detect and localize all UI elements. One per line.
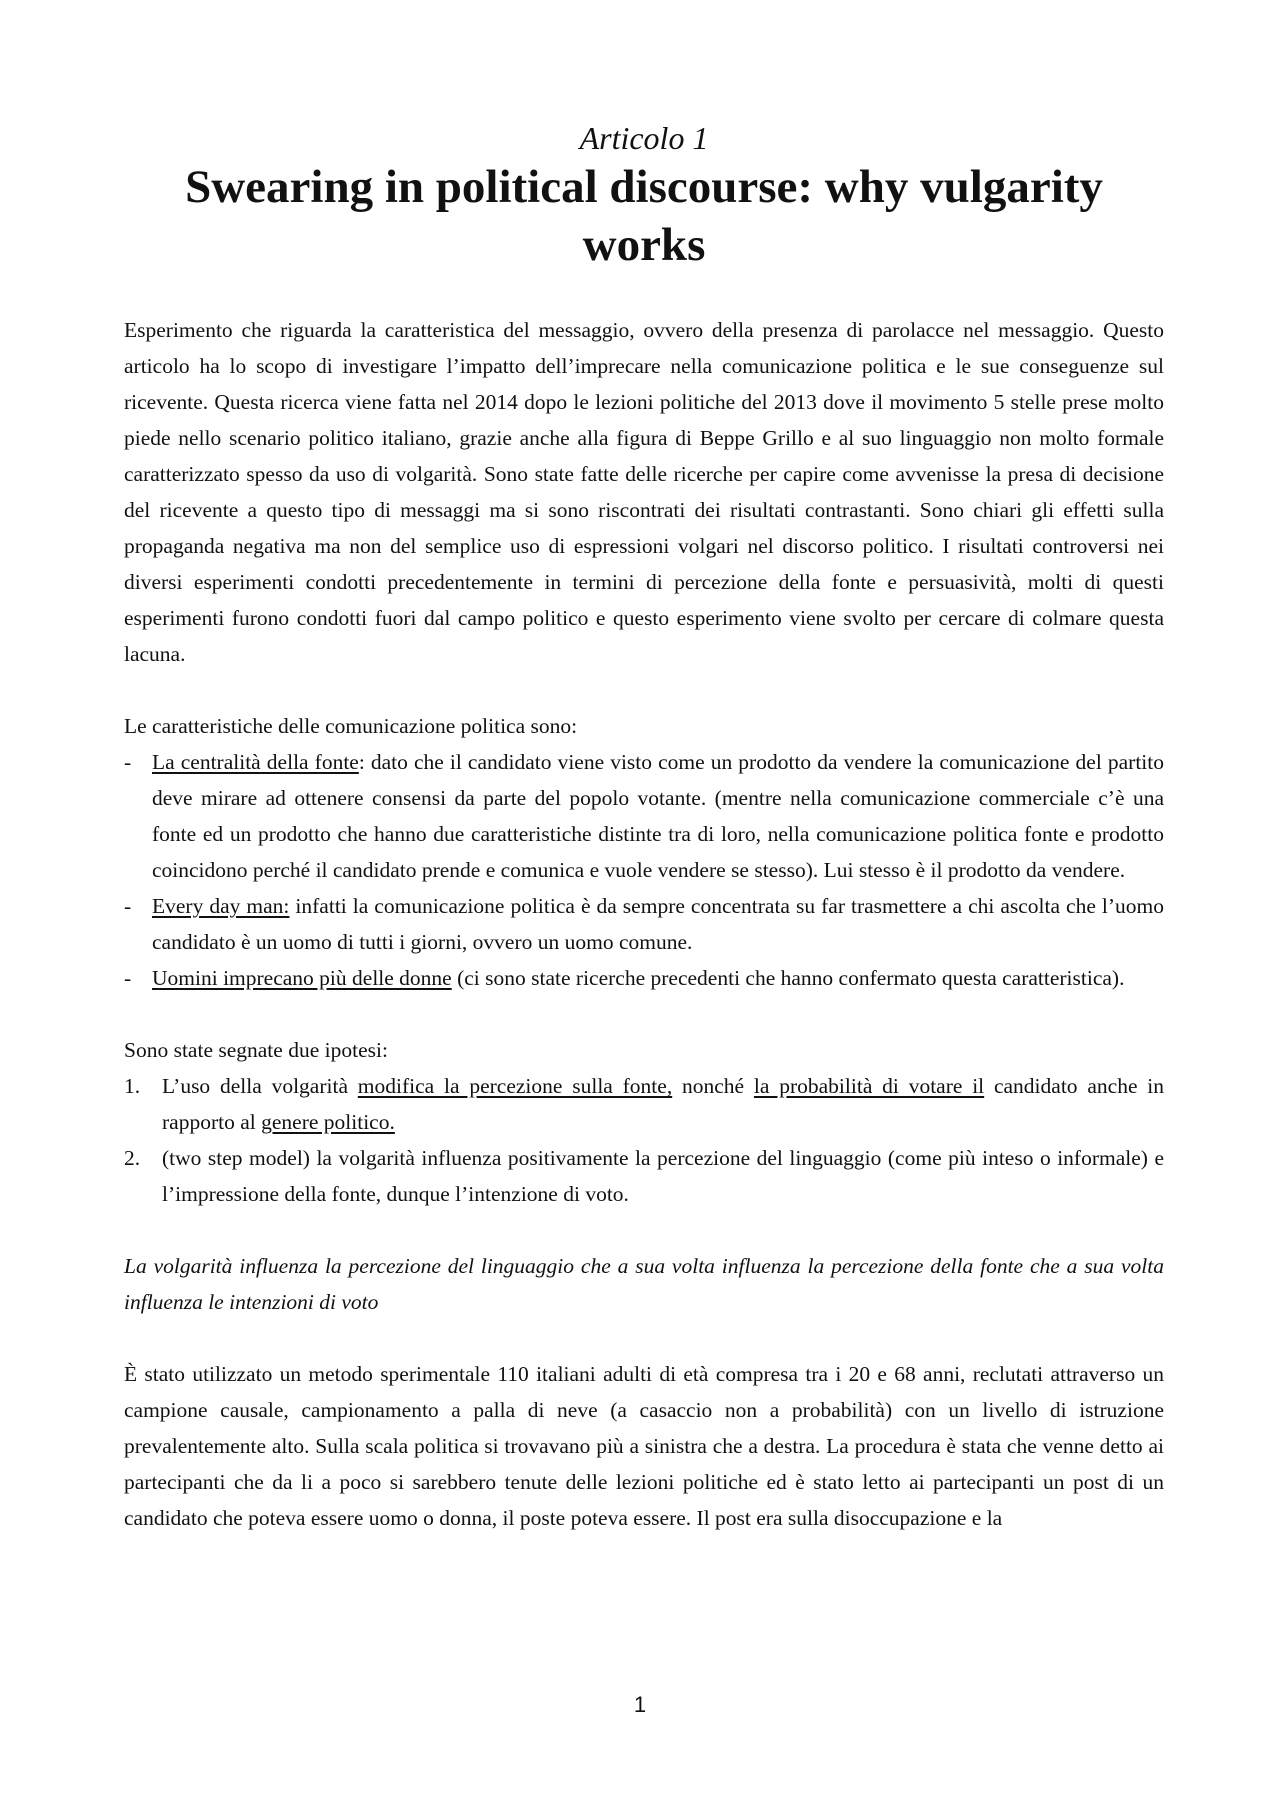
- item-text: : dato che il candidato viene visto come un prodotto da vendere la comunicazione del partito deve mirare ad ottenere consensi da parte del popolo votante. (mentre nella comunicazione commerciale c’è una fonte ed un prodotto che hanno due caratteristiche distinte tra di loro, nella comunicazione politica fonte e prodotto coincidono perché il candidato prende e comunica e vuole vendere se stesso). Lui stesso è il prodotto da vendere.: [152, 750, 1164, 882]
- list-marker: -: [124, 966, 132, 990]
- page-number: 1: [633, 1692, 647, 1717]
- term-underlined: La centralità della fonte: [152, 750, 359, 774]
- underlined-phrase: genere politico.: [261, 1110, 395, 1134]
- document-page: [124, 118, 1164, 1536]
- list-marker: -: [124, 750, 132, 774]
- item-text: (two step model) la volgarità influenza positivamente la percezione del linguaggio (come più inteso o informale) e l’impressione della fonte, dunque l’intenzione di voto.: [162, 1146, 1164, 1206]
- item-text: L’uso della volgarità: [162, 1074, 358, 1098]
- item-text: infatti la comunicazione politica è da sempre concentrata su far trasmettere a chi ascolta che l’uomo candidato è un uomo di tutti i giorni, ovvero un uomo comune.: [152, 894, 1165, 954]
- hypotheses-list: [124, 1068, 1164, 1212]
- hypotheses-heading: Sono state segnate due ipotesi:: [124, 1038, 388, 1062]
- list-item: [124, 744, 1164, 888]
- underlined-phrase: la probabilità di votare il: [753, 1074, 985, 1098]
- italic-summary: La volgarità influenza la percezione del linguaggio che a sua volta influenza la percezione della fonte che a sua volta influenza le intenzioni di voto: [124, 1254, 1164, 1314]
- term-underlined: Every day man:: [152, 894, 290, 918]
- item-text: (ci sono state ricerche precedenti che hanno confermato questa caratteristica).: [451, 966, 1125, 990]
- characteristics-heading: Le caratteristiche delle comunicazione politica sono:: [124, 714, 578, 738]
- intro-paragraph: Esperimento che riguarda la caratteristica del messaggio, ovvero della presenza di parolacce nel messaggio. Questo articolo ha lo scopo di investigare l’impatto dell’imprecare nella comunicazione politica e le sue conseguenze sul ricevente. Questa ricerca viene fatta nel 2014 dopo le lezioni politiche del 2013 dove il movimento 5 stelle prese molto piede nello scenario politico italiano, grazie anche alla figura di Beppe Grillo e al suo linguaggio non molto formale caratterizzato spesso da uso di volgarità. Sono state fatte delle ricerche per capire come avvenisse la presa di decisione del ricevente a questo tipo di messaggi ma si sono riscontrati dei risultati contrastanti. Sono chiari gli effetti sulla propaganda negativa ma non del semplice uso di espressioni volgari nel discorso politico. I risultati controversi nei diversi esperimenti condotti precedentemente in termini di percezione della fonte e persuasività, molti di questi esperimenti furono condotti fuori dal campo politico e questo esperimento viene svolto per cercare di colmare questa lacuna.: [124, 318, 1164, 666]
- list-marker: 2.: [124, 1146, 141, 1170]
- list-marker: 1.: [124, 1074, 141, 1098]
- list-item: [124, 1140, 1164, 1212]
- term-underlined: Uomini imprecano più delle donne: [152, 966, 452, 990]
- list-item: [124, 888, 1164, 960]
- underlined-phrase: modifica la percezione sulla fonte,: [357, 1074, 673, 1098]
- item-text: candidato anche in rapporto al: [162, 1074, 1165, 1134]
- list-item: [124, 960, 1164, 996]
- characteristics-list: [124, 744, 1164, 996]
- item-text: nonché: [672, 1074, 754, 1098]
- method-paragraph: È stato utilizzato un metodo sperimentale 110 italiani adulti di età compresa tra i 20 e 68 anni, reclutati attraverso un campione causale, campionamento a palla di neve (a casaccio non a probabilità) con un livello di istruzione prevalentemente alto. Sulla scala politica si trovavano più a sinistra che a destra. La procedura è stata che venne detto ai partecipanti che da li a poco si sarebbero tenute delle lezioni politiche ed è stato letto ai partecipanti un post di un candidato che poteva essere uomo o donna, il poste poteva essere. Il post era sulla disoccupazione e la: [124, 1362, 1164, 1530]
- list-item: [124, 1068, 1164, 1140]
- article-kicker: Articolo 1: [579, 120, 709, 156]
- article-title: Swearing in political discourse: why vulgarity works: [185, 161, 1103, 271]
- list-marker: -: [124, 894, 132, 918]
